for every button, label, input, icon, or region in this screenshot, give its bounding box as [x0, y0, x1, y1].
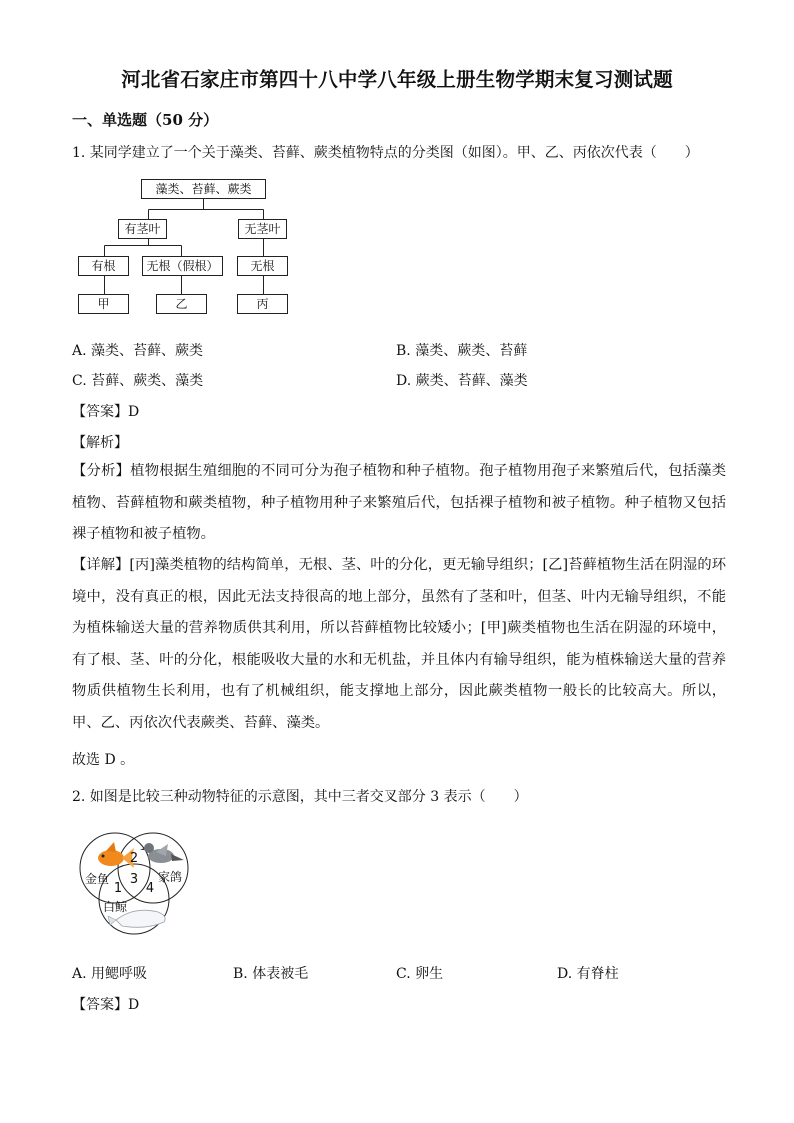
node-lr: 无根（假根） — [146, 259, 219, 273]
classification-diagram — [70, 174, 310, 320]
page-title: 河北省石家庄市第四十八中学八年级上册生物学期末复习测试题 — [121, 68, 673, 91]
node-right: 无茎叶 — [244, 222, 281, 236]
q1-conclusion: 故选 D 。 — [72, 752, 135, 768]
q1-option-b: B. 藻类、蕨类、苔藓 — [396, 343, 528, 359]
label-pigeon: 家鸽 — [158, 870, 183, 884]
q1-option-d: D. 蕨类、苔藓、藻类 — [396, 373, 528, 389]
q2-option-c: C. 卵生 — [396, 966, 444, 982]
node-ll: 有根 — [91, 259, 116, 273]
q2-option-a: A. 用鳃呼吸 — [72, 966, 148, 982]
node-root: 藻类、苔藓、蕨类 — [155, 182, 252, 196]
leaf-yi: 乙 — [175, 297, 188, 311]
node-rr: 无根 — [250, 259, 275, 273]
q1-answer: 【答案】D — [72, 404, 140, 420]
region-4: 4 — [145, 881, 155, 896]
q1-option-a: A. 藻类、苔藓、蕨类 — [72, 343, 204, 359]
label-whale: 白鲸 — [103, 900, 128, 914]
node-left: 有茎叶 — [124, 222, 161, 236]
label-fish: 金鱼 — [85, 872, 110, 886]
q2-option-b: B. 体表被毛 — [233, 966, 309, 982]
region-1: 1 — [113, 881, 123, 896]
q2-option-d: D. 有脊柱 — [557, 966, 619, 982]
venn-diagram — [76, 826, 196, 942]
question-1-stem: 1. 某同学建立了一个关于藻类、苔藓、蕨类植物特点的分类图（如图）。甲、乙、丙依次代表（ ） — [72, 145, 699, 161]
q1-fenxi: 【分析】植物根据生殖细胞的不同可分为孢子植物和种子植物。孢子植物用孢子来繁殖后代，包括藻类植物、苔藓植物和蕨类植物，种子植物用种子来繁殖后代，包括裸子植物和被子植物。种子植物又包括裸子植物和被子植物。 — [72, 463, 726, 542]
q1-option-c: C. 苔藓、蕨类、藻类 — [72, 373, 204, 389]
region-2: 2 — [129, 851, 139, 866]
q1-xiangjie: 【详解】[丙]藻类植物的结构简单，无根、茎、叶的分化，更无输导组织；[乙]苔藓植物生活在阴湿的环境中，没有真正的根，因此无法支持很高的地上部分，虽然有了茎和叶，但茎、叶内无输导组织，不能为植株输送大量的营养物质供其利用，所以苔藓植物比较矮小；[甲]蕨类植物也生活在阴湿的环境中，有了根、茎、叶的分化，根能吸收大量的水和无机盐，并且体内有输导组织，能为植株输送大量的营养物质供植物生长利用，也有了机械组织，能支撑地上部分，因此蕨类植物一般长的比较高大。所以，甲、乙、丙依次代表蕨类、苔藓、藻类。 — [72, 557, 726, 731]
section-heading: 一、单选题（50 分） — [72, 111, 219, 129]
q2-answer: 【答案】D — [72, 997, 140, 1013]
q1-analysis-label: 【解析】 — [72, 435, 128, 451]
leaf-bing: 丙 — [256, 297, 269, 311]
question-2-stem: 2. 如图是比较三种动物特征的示意图，其中三者交叉部分 3 表示（ ） — [72, 789, 528, 805]
leaf-jia: 甲 — [97, 297, 110, 311]
region-3: 3 — [129, 872, 139, 887]
